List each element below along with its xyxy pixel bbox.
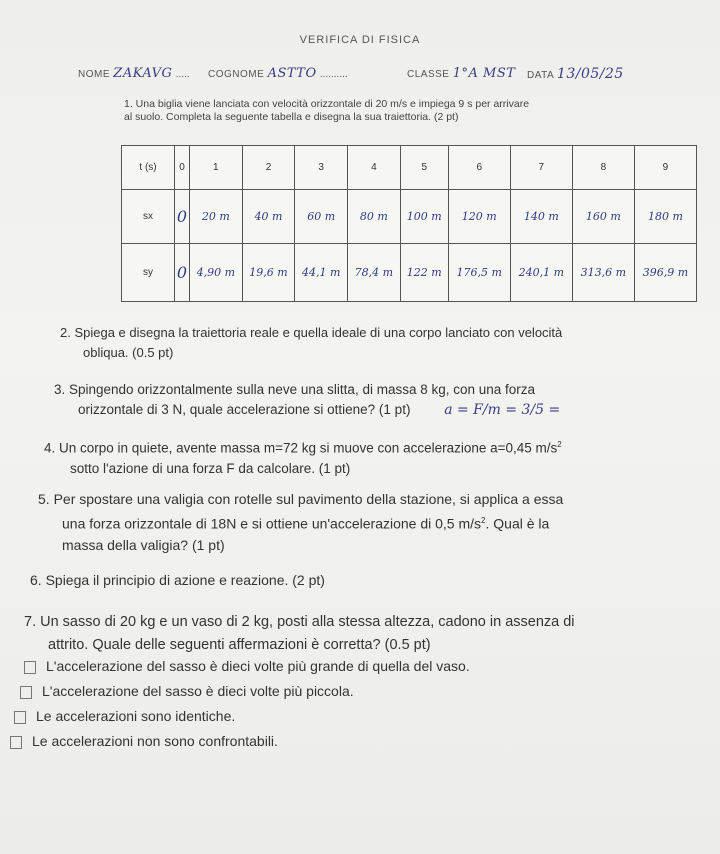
nome-value: ZAKAVG — [113, 66, 173, 81]
table-row-label: t (s) — [122, 146, 175, 190]
table-cell: 176,5 m — [448, 244, 510, 302]
question-4-line1: 4. Un corpo in quiete, avente massa m=72 kg si muove con accelerazione a=0,45 $m/s^2$ — [44, 440, 562, 456]
checkbox[interactable] — [14, 711, 26, 724]
table-cell: 122 m — [400, 244, 448, 302]
table-cell: 60 m — [295, 190, 348, 244]
table-cell: 6 — [448, 146, 510, 190]
data-label: DATA — [527, 70, 554, 81]
checkbox[interactable] — [10, 736, 22, 749]
question-3 — [54, 380, 560, 420]
table-row-sy — [122, 244, 697, 302]
nome-field: NOME ZAKAVG ..... — [78, 66, 190, 81]
question-5-line1: 5. Per spostare una valigia con rotelle sul pavimento della stazione, si applica a essa — [38, 491, 564, 507]
table-row-label: sx — [122, 190, 175, 244]
question-4 — [44, 435, 562, 479]
table-cell: 1 — [189, 146, 242, 190]
table-cell: 3 — [295, 146, 348, 190]
question-7-line2: attrito. Quale delle seguenti affermazioni è corretta? (0.5 pt) — [48, 637, 431, 653]
answer-option-label: Le accelerazioni sono identiche. — [36, 708, 236, 724]
table-cell: 2 — [242, 146, 295, 190]
question-7-line1: 7. Un sasso di 20 kg e un vaso di 2 kg, posti alla stessa altezza, cadono in assenza di — [24, 614, 575, 630]
table-cell: 313,6 m — [572, 244, 634, 302]
table-cell: 9 — [634, 146, 696, 190]
answer-option-label: Le accelerazioni non sono confrontabili. — [32, 733, 278, 749]
checkbox[interactable] — [24, 661, 36, 674]
table-cell: 19,6 m — [242, 244, 295, 302]
classe-field — [407, 66, 515, 81]
question-3-line1: 3. Spingendo orizzontalmente sulla neve una slitta, di massa 8 kg, con una forza — [54, 382, 536, 397]
table-cell: 44,1 m — [295, 244, 348, 302]
question-6: 6. Spiega il principio di azione e reazione. (2 pt) — [30, 572, 325, 588]
table-cell: 0 — [175, 190, 190, 244]
table-row-sx — [122, 190, 697, 244]
table-cell: 0 — [175, 146, 190, 190]
nome-label: NOME — [78, 69, 110, 80]
table-cell: 0 — [175, 244, 190, 302]
table-cell: 7 — [510, 146, 572, 190]
question-1-line2: al suolo. Completa la seguente tabella e disegna la sua traiettoria. (2 pt) — [124, 111, 459, 123]
table-cell: 240,1 m — [510, 244, 572, 302]
question-1 — [124, 98, 529, 124]
table-cell: 100 m — [400, 190, 448, 244]
table-cell: 180 m — [634, 190, 696, 244]
table-cell: 78,4 m — [348, 244, 401, 302]
table-cell: 160 m — [572, 190, 634, 244]
question-5-line3: massa della valigia? (1 pt) — [62, 536, 225, 553]
cognome-value: ASTTO — [267, 66, 317, 81]
question-5-line2: una forza orizzontale di 18N e si ottiene un'accelerazione di 0,5 $m/s^2$. Qual è la — [62, 515, 550, 532]
table-row-time — [122, 146, 697, 190]
table-cell: 396,9 m — [634, 244, 696, 302]
question-3-line2: orizzontale di 3 N, quale accelerazione si ottiene? (1 pt) a = F/m = 3/5 = — [78, 402, 561, 418]
checkbox[interactable] — [20, 686, 32, 699]
question-3-handwritten-answer: a = F/m = 3/5 = — [444, 402, 561, 418]
page-title: VERIFICA DI FISICA — [299, 34, 421, 46]
data-field — [527, 66, 624, 82]
question-5 — [38, 489, 563, 556]
question-4-line2: sotto l'azione di una forza F da calcolare. (1 pt) — [70, 460, 351, 476]
answer-option-label: L'accelerazione del sasso è dieci volte più piccola. — [42, 683, 354, 699]
table-cell: 80 m — [348, 190, 401, 244]
table-cell: 5 — [400, 146, 448, 190]
question-2-line1: 2. Spiega e disegna la traiettoria reale e quella ideale di una corpo lanciato con velocità — [60, 325, 563, 340]
data-value: 13/05/25 — [556, 66, 624, 82]
classe-value: 1°A MST — [452, 66, 516, 81]
classe-label: CLASSE — [407, 69, 450, 80]
table-cell: 4 — [348, 146, 401, 190]
answer-option-1[interactable] — [24, 658, 470, 674]
table-cell: 140 m — [510, 190, 572, 244]
answer-option-4[interactable] — [10, 733, 278, 749]
question-7 — [24, 611, 575, 657]
table-cell: 120 m — [448, 190, 510, 244]
cognome-field: COGNOME ASTTO .......... — [208, 66, 348, 81]
table-cell: 8 — [572, 146, 634, 190]
table-cell: 40 m — [242, 190, 295, 244]
answer-option-label: L'accelerazione del sasso è dieci volte più grande di quella del vaso. — [46, 658, 470, 674]
question-2 — [60, 323, 562, 363]
question-1-line1: 1. Una biglia viene lanciata con velocità orizzontale di 20 m/s e impiega 9 s per arrivare — [124, 98, 530, 110]
question-2-line2: obliqua. (0.5 pt) — [83, 345, 174, 360]
motion-table — [121, 145, 697, 302]
answer-option-2[interactable] — [20, 683, 354, 699]
table-cell: 20 m — [189, 190, 242, 244]
answer-option-3[interactable] — [14, 708, 235, 724]
cognome-label: COGNOME — [208, 69, 265, 80]
table-cell: 4,90 m — [189, 244, 242, 302]
table-row-label: sy — [122, 244, 175, 302]
